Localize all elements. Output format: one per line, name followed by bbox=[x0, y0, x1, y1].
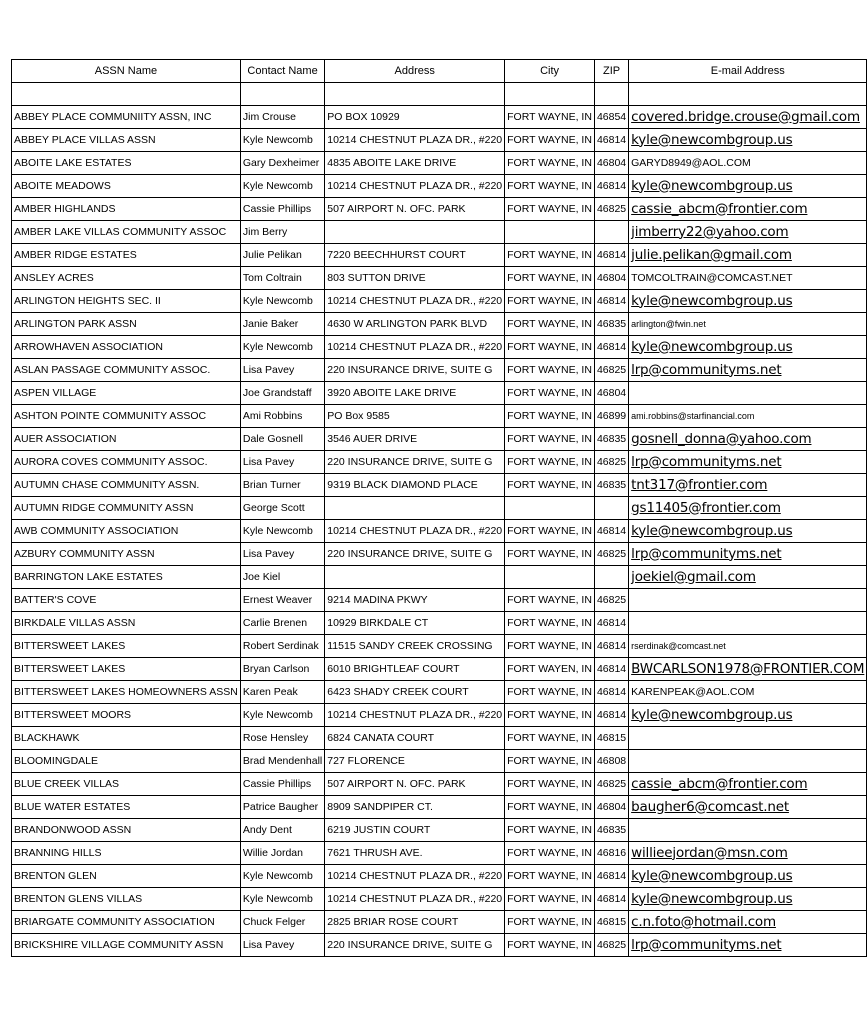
contact-name-cell: Willie Jordan bbox=[240, 842, 324, 865]
table-row bbox=[12, 244, 867, 267]
header-contact-name: Contact Name bbox=[240, 60, 324, 83]
city-cell: FORT WAYNE, IN bbox=[505, 290, 595, 313]
address-cell: PO BOX 10929 bbox=[325, 106, 505, 129]
address-cell: 507 AIRPORT N. OFC. PARK bbox=[325, 773, 505, 796]
table-row bbox=[12, 451, 867, 474]
city-cell: FORT WAYNE, IN bbox=[505, 773, 595, 796]
table-row bbox=[12, 681, 867, 704]
assn-name-cell: BRICKSHIRE VILLAGE COMMUNITY ASSN bbox=[12, 934, 241, 957]
table-row bbox=[12, 405, 867, 428]
zip-cell: 46814 bbox=[594, 612, 628, 635]
address-cell: 10214 CHESTNUT PLAZA DR., #220 bbox=[325, 290, 505, 313]
email-link[interactable]: lrp@communityms.net bbox=[629, 543, 867, 566]
contact-name-cell: Patrice Baugher bbox=[240, 796, 324, 819]
address-cell: 9214 MADINA PKWY bbox=[325, 589, 505, 612]
table-row bbox=[12, 474, 867, 497]
assn-name-cell: ASLAN PASSAGE COMMUNITY ASSOC. bbox=[12, 359, 241, 382]
assn-name-cell: BITTERSWEET LAKES bbox=[12, 658, 241, 681]
contact-name-cell: Kyle Newcomb bbox=[240, 175, 324, 198]
table-row bbox=[12, 543, 867, 566]
email-link[interactable]: kyle@newcombgroup.us bbox=[629, 865, 867, 888]
contact-name-cell: Joe Grandstaff bbox=[240, 382, 324, 405]
email-cell bbox=[629, 612, 867, 635]
contact-name-cell: Bryan Carlson bbox=[240, 658, 324, 681]
zip-cell: 46825 bbox=[594, 773, 628, 796]
contact-name-cell: Carlie Brenen bbox=[240, 612, 324, 635]
email-link[interactable]: kyle@newcombgroup.us bbox=[629, 290, 867, 313]
contact-name-cell: Dale Gosnell bbox=[240, 428, 324, 451]
address-cell: 10214 CHESTNUT PLAZA DR., #220 bbox=[325, 520, 505, 543]
assn-name-cell: ABOITE MEADOWS bbox=[12, 175, 241, 198]
city-cell: FORT WAYNE, IN bbox=[505, 635, 595, 658]
email-cell bbox=[629, 727, 867, 750]
association-directory-table bbox=[11, 59, 867, 957]
email-link[interactable]: lrp@communityms.net bbox=[629, 451, 867, 474]
assn-name-cell: BRANDONWOOD ASSN bbox=[12, 819, 241, 842]
city-cell: FORT WAYNE, IN bbox=[505, 750, 595, 773]
assn-name-cell: ASPEN VILLAGE bbox=[12, 382, 241, 405]
header-email: E-mail Address bbox=[629, 60, 867, 83]
table-row bbox=[12, 359, 867, 382]
table-row bbox=[12, 221, 867, 244]
address-cell: 2825 BRIAR ROSE COURT bbox=[325, 911, 505, 934]
blank-cell bbox=[325, 83, 505, 106]
contact-name-cell: Karen Peak bbox=[240, 681, 324, 704]
contact-name-cell: Kyle Newcomb bbox=[240, 290, 324, 313]
city-cell: FORT WAYNE, IN bbox=[505, 865, 595, 888]
table-row bbox=[12, 290, 867, 313]
address-cell: 3920 ABOITE LAKE DRIVE bbox=[325, 382, 505, 405]
assn-name-cell: ARLINGTON PARK ASSN bbox=[12, 313, 241, 336]
email-cell: TOMCOLTRAIN@COMCAST.NET bbox=[629, 267, 867, 290]
contact-name-cell: Kyle Newcomb bbox=[240, 336, 324, 359]
assn-name-cell: AWB COMMUNITY ASSOCIATION bbox=[12, 520, 241, 543]
contact-name-cell: Kyle Newcomb bbox=[240, 865, 324, 888]
address-cell: 8909 SANDPIPER CT. bbox=[325, 796, 505, 819]
email-link[interactable]: lrp@communityms.net bbox=[629, 934, 867, 957]
email-link[interactable]: julie.pelikan@gmail.com bbox=[629, 244, 867, 267]
address-cell: 220 INSURANCE DRIVE, SUITE G bbox=[325, 359, 505, 382]
table-row bbox=[12, 589, 867, 612]
address-cell bbox=[325, 497, 505, 520]
assn-name-cell: AMBER HIGHLANDS bbox=[12, 198, 241, 221]
email-cell bbox=[629, 819, 867, 842]
contact-name-cell: Lisa Pavey bbox=[240, 934, 324, 957]
email-cell: rserdinak@comcast.net bbox=[629, 635, 867, 658]
table-row bbox=[12, 727, 867, 750]
blank-row bbox=[12, 83, 867, 106]
table-row bbox=[12, 566, 867, 589]
city-cell: FORT WAYNE, IN bbox=[505, 129, 595, 152]
address-cell: 10214 CHESTNUT PLAZA DR., #220 bbox=[325, 336, 505, 359]
assn-name-cell: ARROWHAVEN ASSOCIATION bbox=[12, 336, 241, 359]
assn-name-cell: AMBER RIDGE ESTATES bbox=[12, 244, 241, 267]
email-link[interactable]: gs11405@frontier.com bbox=[629, 497, 867, 520]
address-cell: 3546 AUER DRIVE bbox=[325, 428, 505, 451]
email-link[interactable]: kyle@newcombgroup.us bbox=[629, 175, 867, 198]
assn-name-cell: AUTUMN CHASE COMMUNITY ASSN. bbox=[12, 474, 241, 497]
assn-name-cell: BARRINGTON LAKE ESTATES bbox=[12, 566, 241, 589]
address-cell: 9319 BLACK DIAMOND PLACE bbox=[325, 474, 505, 497]
city-cell: FORT WAYNE, IN bbox=[505, 244, 595, 267]
zip-cell: 46814 bbox=[594, 635, 628, 658]
address-cell: 10214 CHESTNUT PLAZA DR., #220 bbox=[325, 129, 505, 152]
contact-name-cell: Brad Mendenhall bbox=[240, 750, 324, 773]
contact-name-cell: Lisa Pavey bbox=[240, 451, 324, 474]
contact-name-cell: Joe Kiel bbox=[240, 566, 324, 589]
zip-cell: 46825 bbox=[594, 589, 628, 612]
email-link[interactable]: jimberry22@yahoo.com bbox=[629, 221, 867, 244]
table-row bbox=[12, 635, 867, 658]
zip-cell: 46814 bbox=[594, 658, 628, 681]
address-cell: 220 INSURANCE DRIVE, SUITE G bbox=[325, 451, 505, 474]
assn-name-cell: ASHTON POINTE COMMUNITY ASSOC bbox=[12, 405, 241, 428]
table-row bbox=[12, 704, 867, 727]
city-cell bbox=[505, 566, 595, 589]
zip-cell: 46814 bbox=[594, 865, 628, 888]
zip-cell: 46804 bbox=[594, 382, 628, 405]
zip-cell: 46814 bbox=[594, 704, 628, 727]
assn-name-cell: ABBEY PLACE VILLAS ASSN bbox=[12, 129, 241, 152]
city-cell: FORT WAYNE, IN bbox=[505, 359, 595, 382]
address-cell: 220 INSURANCE DRIVE, SUITE G bbox=[325, 543, 505, 566]
address-cell: 727 FLORENCE bbox=[325, 750, 505, 773]
contact-name-cell: Lisa Pavey bbox=[240, 359, 324, 382]
table-row bbox=[12, 819, 867, 842]
city-cell: FORT WAYNE, IN bbox=[505, 842, 595, 865]
zip-cell: 46825 bbox=[594, 359, 628, 382]
email-link[interactable]: willieejordan@msn.com bbox=[629, 842, 867, 865]
city-cell: FORT WAYNE, IN bbox=[505, 428, 595, 451]
table-row bbox=[12, 658, 867, 681]
contact-name-cell: Jim Berry bbox=[240, 221, 324, 244]
email-cell bbox=[629, 589, 867, 612]
city-cell: FORT WAYNE, IN bbox=[505, 681, 595, 704]
city-cell: FORT WAYNE, IN bbox=[505, 520, 595, 543]
assn-name-cell: ANSLEY ACRES bbox=[12, 267, 241, 290]
zip-cell: 46804 bbox=[594, 267, 628, 290]
address-cell: 507 AIRPORT N. OFC. PARK bbox=[325, 198, 505, 221]
email-link[interactable]: BWCARLSON1978@FRONTIER.COM bbox=[629, 658, 867, 681]
city-cell: FORT WAYNE, IN bbox=[505, 152, 595, 175]
city-cell: FORT WAYNE, IN bbox=[505, 934, 595, 957]
email-cell bbox=[629, 382, 867, 405]
table-row bbox=[12, 842, 867, 865]
contact-name-cell: Lisa Pavey bbox=[240, 543, 324, 566]
contact-name-cell: Janie Baker bbox=[240, 313, 324, 336]
assn-name-cell: BITTERSWEET LAKES bbox=[12, 635, 241, 658]
address-cell: 6219 JUSTIN COURT bbox=[325, 819, 505, 842]
zip-cell: 46835 bbox=[594, 819, 628, 842]
table-row bbox=[12, 497, 867, 520]
table-row bbox=[12, 520, 867, 543]
contact-name-cell: Chuck Felger bbox=[240, 911, 324, 934]
table-row bbox=[12, 267, 867, 290]
table-row bbox=[12, 313, 867, 336]
address-cell: 6010 BRIGHTLEAF COURT bbox=[325, 658, 505, 681]
contact-name-cell: Tom Coltrain bbox=[240, 267, 324, 290]
blank-cell bbox=[594, 83, 628, 106]
zip-cell: 46815 bbox=[594, 727, 628, 750]
email-cell bbox=[629, 750, 867, 773]
city-cell: FORT WAYNE, IN bbox=[505, 267, 595, 290]
email-link[interactable]: kyle@newcombgroup.us bbox=[629, 520, 867, 543]
email-cell: ami.robbins@starfinancial.com bbox=[629, 405, 867, 428]
assn-name-cell: BLUE CREEK VILLAS bbox=[12, 773, 241, 796]
address-cell: 220 INSURANCE DRIVE, SUITE G bbox=[325, 934, 505, 957]
header-row bbox=[12, 60, 867, 83]
city-cell: FORT WAYNE, IN bbox=[505, 704, 595, 727]
address-cell: 10214 CHESTNUT PLAZA DR., #220 bbox=[325, 704, 505, 727]
zip-cell: 46835 bbox=[594, 474, 628, 497]
city-cell: FORT WAYNE, IN bbox=[505, 451, 595, 474]
zip-cell: 46835 bbox=[594, 428, 628, 451]
city-cell: FORT WAYNE, IN bbox=[505, 589, 595, 612]
zip-cell: 46814 bbox=[594, 336, 628, 359]
assn-name-cell: BLUE WATER ESTATES bbox=[12, 796, 241, 819]
contact-name-cell: George Scott bbox=[240, 497, 324, 520]
city-cell: FORT WAYNE, IN bbox=[505, 336, 595, 359]
table-row bbox=[12, 382, 867, 405]
address-cell bbox=[325, 221, 505, 244]
city-cell: FORT WAYNE, IN bbox=[505, 106, 595, 129]
contact-name-cell: Andy Dent bbox=[240, 819, 324, 842]
assn-name-cell: BLACKHAWK bbox=[12, 727, 241, 750]
email-cell: arlington@fwin.net bbox=[629, 313, 867, 336]
zip-cell: 46814 bbox=[594, 175, 628, 198]
assn-name-cell: BRENTON GLENS VILLAS bbox=[12, 888, 241, 911]
email-link[interactable]: kyle@newcombgroup.us bbox=[629, 129, 867, 152]
address-cell: PO Box 9585 bbox=[325, 405, 505, 428]
email-link[interactable]: c.n.foto@hotmail.com bbox=[629, 911, 867, 934]
contact-name-cell: Gary Dexheimer bbox=[240, 152, 324, 175]
contact-name-cell: Ernest Weaver bbox=[240, 589, 324, 612]
assn-name-cell: BLOOMINGDALE bbox=[12, 750, 241, 773]
email-cell: KARENPEAK@AOL.COM bbox=[629, 681, 867, 704]
assn-name-cell: AZBURY COMMUNITY ASSN bbox=[12, 543, 241, 566]
email-link[interactable]: cassie_abcm@frontier.com bbox=[629, 198, 867, 221]
assn-name-cell: ABBEY PLACE COMMUNIITY ASSN, INC bbox=[12, 106, 241, 129]
table-row bbox=[12, 198, 867, 221]
zip-cell: 46814 bbox=[594, 244, 628, 267]
email-link[interactable]: cassie_abcm@frontier.com bbox=[629, 773, 867, 796]
table-row bbox=[12, 934, 867, 957]
contact-name-cell: Rose Hensley bbox=[240, 727, 324, 750]
contact-name-cell: Kyle Newcomb bbox=[240, 520, 324, 543]
city-cell bbox=[505, 221, 595, 244]
address-cell: 6423 SHADY CREEK COURT bbox=[325, 681, 505, 704]
email-link[interactable]: kyle@newcombgroup.us bbox=[629, 336, 867, 359]
zip-cell: 46814 bbox=[594, 681, 628, 704]
assn-name-cell: AUTUMN RIDGE COMMUNITY ASSN bbox=[12, 497, 241, 520]
assn-name-cell: BRENTON GLEN bbox=[12, 865, 241, 888]
table-row bbox=[12, 796, 867, 819]
zip-cell: 46816 bbox=[594, 842, 628, 865]
email-link[interactable]: joekiel@gmail.com bbox=[629, 566, 867, 589]
contact-name-cell: Cassie Phillips bbox=[240, 773, 324, 796]
blank-cell bbox=[240, 83, 324, 106]
zip-cell: 46835 bbox=[594, 313, 628, 336]
table-row bbox=[12, 152, 867, 175]
city-cell: FORT WAYNE, IN bbox=[505, 313, 595, 336]
city-cell: FORT WAYNE, IN bbox=[505, 888, 595, 911]
assn-name-cell: BITTERSWEET MOORS bbox=[12, 704, 241, 727]
zip-cell: 46814 bbox=[594, 888, 628, 911]
city-cell: FORT WAYNE, IN bbox=[505, 175, 595, 198]
contact-name-cell: Cassie Phillips bbox=[240, 198, 324, 221]
zip-cell: 46814 bbox=[594, 520, 628, 543]
email-link[interactable]: gosnell_donna@yahoo.com bbox=[629, 428, 867, 451]
zip-cell: 46814 bbox=[594, 290, 628, 313]
assn-name-cell: ARLINGTON HEIGHTS SEC. II bbox=[12, 290, 241, 313]
zip-cell: 46825 bbox=[594, 934, 628, 957]
zip-cell: 46825 bbox=[594, 543, 628, 566]
city-cell: FORT WAYNE, IN bbox=[505, 474, 595, 497]
table-row bbox=[12, 750, 867, 773]
assn-name-cell: BIRKDALE VILLAS ASSN bbox=[12, 612, 241, 635]
city-cell: FORT WAYEN, IN bbox=[505, 658, 595, 681]
zip-cell: 46815 bbox=[594, 911, 628, 934]
city-cell: FORT WAYNE, IN bbox=[505, 405, 595, 428]
zip-cell: 46825 bbox=[594, 451, 628, 474]
assn-name-cell: BATTER'S COVE bbox=[12, 589, 241, 612]
city-cell bbox=[505, 497, 595, 520]
address-cell: 10214 CHESTNUT PLAZA DR., #220 bbox=[325, 865, 505, 888]
email-link[interactable]: tnt317@frontier.com bbox=[629, 474, 867, 497]
address-cell bbox=[325, 566, 505, 589]
address-cell: 11515 SANDY CREEK CROSSING bbox=[325, 635, 505, 658]
zip-cell bbox=[594, 497, 628, 520]
zip-cell: 46804 bbox=[594, 796, 628, 819]
zip-cell: 46899 bbox=[594, 405, 628, 428]
address-cell: 10214 CHESTNUT PLAZA DR., #220 bbox=[325, 175, 505, 198]
assn-name-cell: AURORA COVES COMMUNITY ASSOC. bbox=[12, 451, 241, 474]
contact-name-cell: Brian Turner bbox=[240, 474, 324, 497]
table-row bbox=[12, 106, 867, 129]
city-cell: FORT WAYNE, IN bbox=[505, 543, 595, 566]
assn-name-cell: AUER ASSOCIATION bbox=[12, 428, 241, 451]
email-link[interactable]: kyle@newcombgroup.us bbox=[629, 888, 867, 911]
email-link[interactable]: covered.bridge.crouse@gmail.com bbox=[629, 106, 867, 129]
zip-cell: 46814 bbox=[594, 129, 628, 152]
address-cell: 4835 ABOITE LAKE DRIVE bbox=[325, 152, 505, 175]
city-cell: FORT WAYNE, IN bbox=[505, 796, 595, 819]
table-row bbox=[12, 773, 867, 796]
email-link[interactable]: baugher6@comcast.net bbox=[629, 796, 867, 819]
assn-name-cell: AMBER LAKE VILLAS COMMUNITY ASSOC bbox=[12, 221, 241, 244]
zip-cell: 46854 bbox=[594, 106, 628, 129]
contact-name-cell: Robert Serdinak bbox=[240, 635, 324, 658]
city-cell: FORT WAYNE, IN bbox=[505, 382, 595, 405]
email-link[interactable]: kyle@newcombgroup.us bbox=[629, 704, 867, 727]
address-cell: 6824 CANATA COURT bbox=[325, 727, 505, 750]
contact-name-cell: Kyle Newcomb bbox=[240, 704, 324, 727]
address-cell: 7621 THRUSH AVE. bbox=[325, 842, 505, 865]
email-cell: GARYD8949@AOL.COM bbox=[629, 152, 867, 175]
table-row bbox=[12, 911, 867, 934]
city-cell: FORT WAYNE, IN bbox=[505, 198, 595, 221]
blank-cell bbox=[12, 83, 241, 106]
table-row bbox=[12, 175, 867, 198]
city-cell: FORT WAYNE, IN bbox=[505, 819, 595, 842]
email-link[interactable]: lrp@communityms.net bbox=[629, 359, 867, 382]
blank-cell bbox=[629, 83, 867, 106]
zip-cell: 46804 bbox=[594, 152, 628, 175]
header-assn-name: ASSN Name bbox=[12, 60, 241, 83]
zip-cell: 46808 bbox=[594, 750, 628, 773]
city-cell: FORT WAYNE, IN bbox=[505, 612, 595, 635]
header-city: City bbox=[505, 60, 595, 83]
zip-cell bbox=[594, 221, 628, 244]
address-cell: 10929 BIRKDALE CT bbox=[325, 612, 505, 635]
header-zip: ZIP bbox=[594, 60, 628, 83]
city-cell: FORT WAYNE, IN bbox=[505, 911, 595, 934]
address-cell: 4630 W ARLINGTON PARK BLVD bbox=[325, 313, 505, 336]
table-row bbox=[12, 612, 867, 635]
table-row bbox=[12, 865, 867, 888]
zip-cell: 46825 bbox=[594, 198, 628, 221]
table-row bbox=[12, 336, 867, 359]
blank-cell bbox=[505, 83, 595, 106]
zip-cell bbox=[594, 566, 628, 589]
contact-name-cell: Jim Crouse bbox=[240, 106, 324, 129]
contact-name-cell: Ami Robbins bbox=[240, 405, 324, 428]
assn-name-cell: BITTERSWEET LAKES HOMEOWNERS ASSN bbox=[12, 681, 241, 704]
city-cell: FORT WAYNE, IN bbox=[505, 727, 595, 750]
address-cell: 803 SUTTON DRIVE bbox=[325, 267, 505, 290]
contact-name-cell: Kyle Newcomb bbox=[240, 888, 324, 911]
assn-name-cell: ABOITE LAKE ESTATES bbox=[12, 152, 241, 175]
table-row bbox=[12, 888, 867, 911]
assn-name-cell: BRIARGATE COMMUNITY ASSOCIATION bbox=[12, 911, 241, 934]
table-row bbox=[12, 428, 867, 451]
table-row bbox=[12, 129, 867, 152]
assn-name-cell: BRANNING HILLS bbox=[12, 842, 241, 865]
contact-name-cell: Kyle Newcomb bbox=[240, 129, 324, 152]
address-cell: 10214 CHESTNUT PLAZA DR., #220 bbox=[325, 888, 505, 911]
header-address: Address bbox=[325, 60, 505, 83]
contact-name-cell: Julie Pelikan bbox=[240, 244, 324, 267]
address-cell: 7220 BEECHHURST COURT bbox=[325, 244, 505, 267]
